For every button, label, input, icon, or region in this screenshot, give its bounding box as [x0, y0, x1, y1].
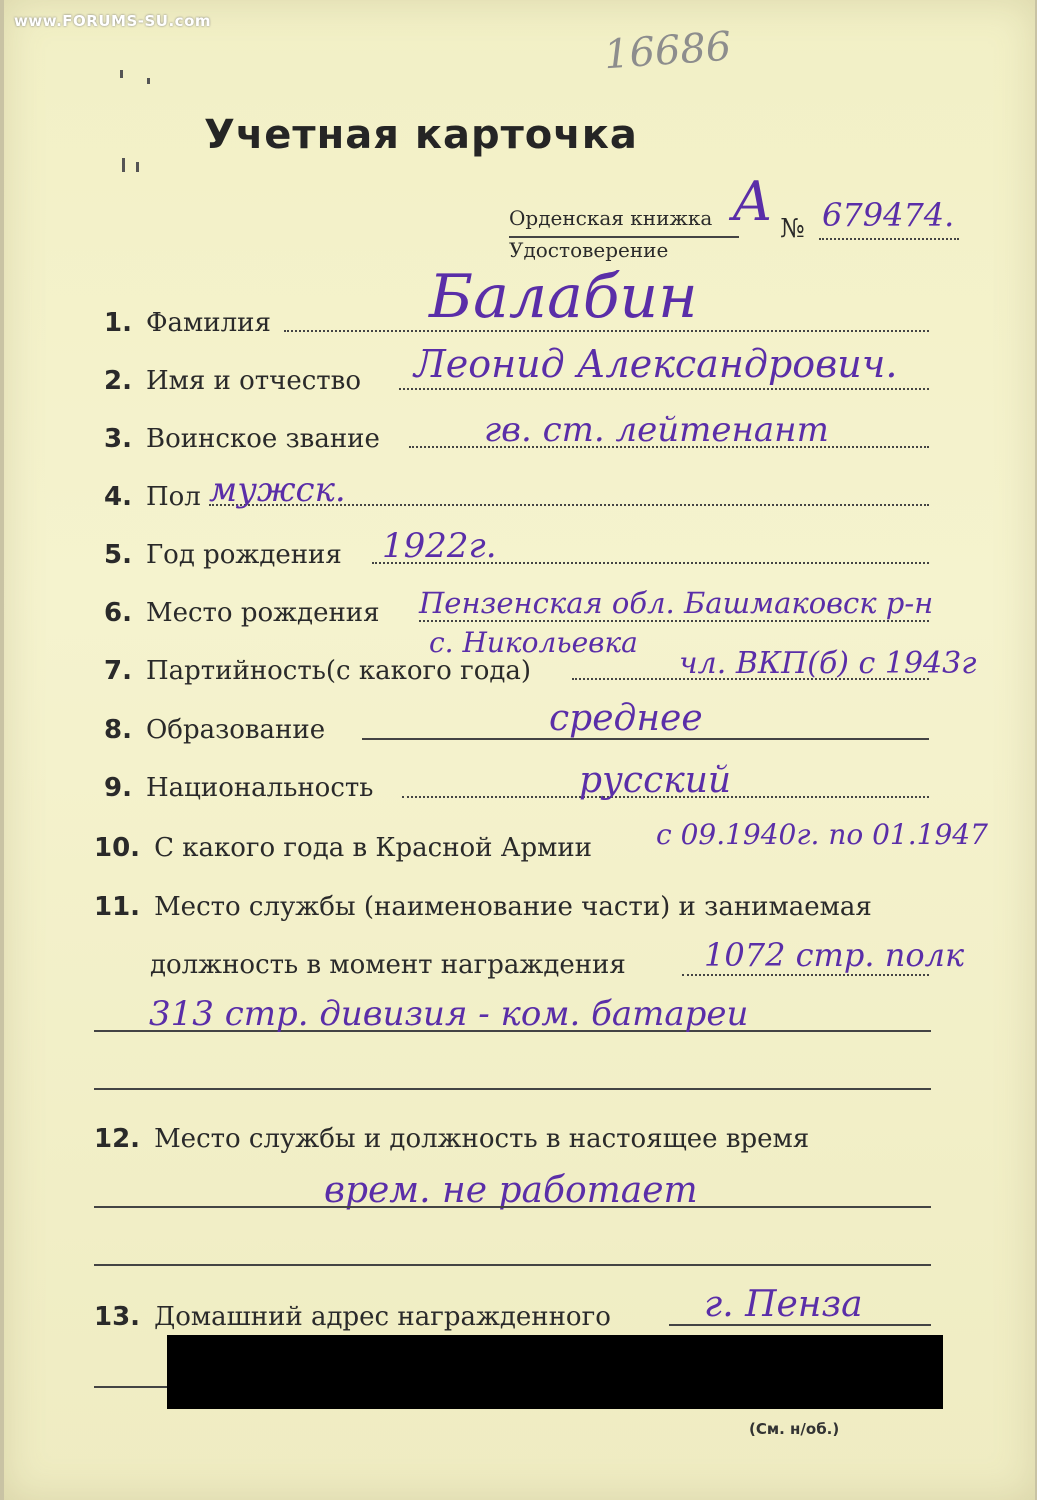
field-5-label: 5. Год рождения	[104, 540, 342, 570]
field-7-label: 7. Партийность(с какого года)	[104, 656, 532, 686]
field-3-value: гв. ст. лейтенант	[484, 410, 829, 450]
field-13-line-2	[94, 1386, 174, 1388]
field-6-value: Пензенская обл. Башмаковск р-н	[419, 586, 934, 620]
field-1-label: 1. Фамилия	[104, 308, 271, 338]
field-10-label: 10. С какого года в Красной Армии	[94, 833, 592, 863]
order-book-dots	[819, 236, 959, 240]
field-11-value-2: 313 стр. дивизия - ком. батареи	[149, 994, 749, 1034]
field-12-value: врем. не работает	[324, 1170, 698, 1211]
field-6-label: 6. Место рождения	[104, 598, 380, 628]
field-9-label: 9. Национальность	[104, 773, 374, 803]
archive-number: 16686	[602, 23, 733, 79]
field-11-line-3	[94, 1088, 931, 1090]
field-13-label: 13. Домашний адрес награжденного	[94, 1302, 611, 1332]
number-sign: №	[780, 214, 805, 244]
field-8-label: 8. Образование	[104, 715, 326, 745]
field-2-line	[399, 386, 929, 390]
field-1-value: Балабин	[429, 262, 698, 332]
order-book-number: 679474.	[822, 196, 955, 234]
field-2-value: Леонид Александрович.	[414, 342, 898, 386]
field-9-value: русский	[579, 760, 732, 801]
card-title: Учетная карточка	[204, 112, 638, 158]
field-12-line	[94, 1206, 931, 1208]
field-11-value: 1072 стр. полк	[704, 936, 965, 974]
field-7-value: чл. ВКП(б) с 1943г	[679, 646, 977, 681]
footnote: (См. н/об.)	[749, 1420, 840, 1438]
field-2-label: 2. Имя и отчество	[104, 366, 361, 396]
watermark: www.FORUMS-SU.com	[14, 12, 212, 30]
field-11-label-2: должность в момент награждения	[150, 950, 626, 980]
field-4-value: мужск.	[209, 470, 346, 510]
redaction-block	[167, 1335, 943, 1409]
field-13-value: г. Пенза	[704, 1284, 863, 1325]
field-4-label: 4. Пол	[104, 482, 201, 512]
record-card	[4, 0, 1035, 1500]
certificate-label: Удостоверение	[509, 238, 669, 262]
field-3-label: 3. Воинское звание	[104, 424, 380, 454]
field-11-label: 11. Место службы (наименование части) и занимаемая	[94, 892, 872, 922]
field-8-value: среднее	[549, 698, 703, 739]
field-5-value: 1922г.	[382, 526, 497, 566]
field-6-value-2: с. Никольевка	[429, 626, 638, 659]
field-12-label: 12. Место службы и должность в настоящее время	[94, 1124, 810, 1154]
field-10-value: с 09.1940г. по 01.1947	[656, 818, 988, 851]
field-12-line-2	[94, 1264, 931, 1266]
order-book-label: Орденская книжка	[509, 206, 713, 230]
order-book-series: А	[732, 170, 773, 233]
